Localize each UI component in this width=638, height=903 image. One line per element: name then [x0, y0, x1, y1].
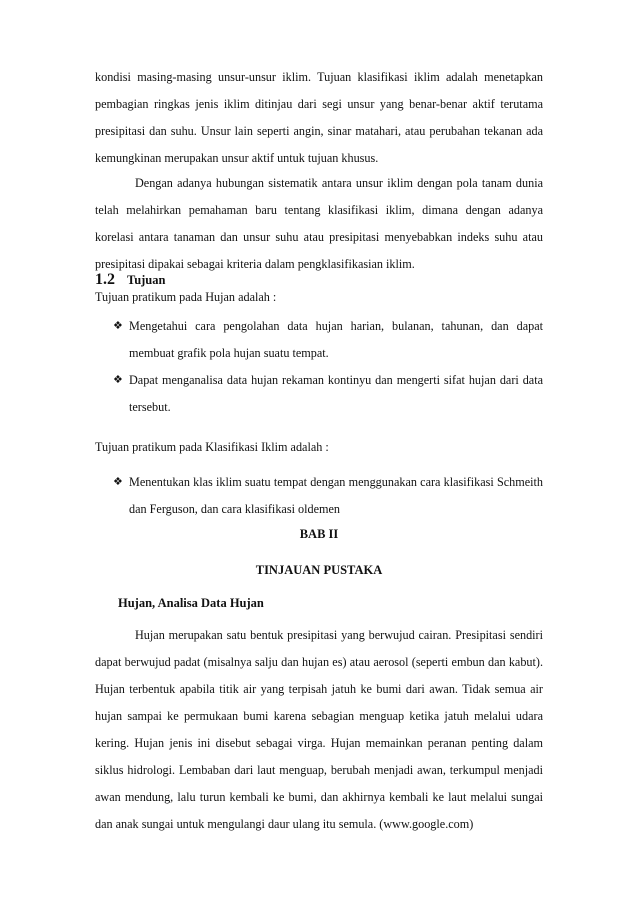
hujan-bullet-list: [113, 313, 543, 421]
chapter-title: TINJAUAN PUSTAKA: [255, 563, 383, 577]
subsection-title: Hujan, Analisa Data Hujan: [118, 596, 264, 610]
paragraph-pola-tanam: Dengan adanya hubungan sistematik antara unsur iklim dengan pola tanam dunia telah melahirkan pemahaman baru tentang klasifikasi iklim, dimana dengan adanya korelasi antara tanaman dan unsur suhu atau presipitasi menyebabkan indeks suhu atau presipitasi dipakai sebagai kriteria dalam pengklasifikasian iklim.: [95, 176, 543, 271]
section-heading: [95, 271, 165, 289]
section-title: Tujuan: [127, 273, 166, 287]
klasifikasi-intro: Tujuan pratikum pada Klasifikasi Iklim adalah :: [95, 440, 329, 454]
list-item-text: Menentukan klas iklim suatu tempat dengan menggunakan cara klasifikasi Schmeith dan Ferguson, dan cara klasifikasi oldemen: [129, 475, 543, 516]
list-item-text: Mengetahui cara pengolahan data hujan harian, bulanan, tahunan, dan dapat membuat grafik pola hujan suatu tempat.: [129, 319, 543, 360]
paragraph-hujan-definisi: Hujan merupakan satu bentuk presipitasi yang berwujud cairan. Presipitasi sendiri dapat berwujud padat (misalnya salju dan hujan es) atau aerosol (seperti embun dan kabut). Hujan terbentuk apabila titik air yang terpisah jatuh ke bumi dari awan. Tidak semua air hujan sampai ke permukaan bumi karena sebagian menguap ketika jatuh melalui udara kering. Hujan jenis ini disebut sebagai virga. Hujan memainkan peranan penting dalam siklus hidrologi. Lembaban dari laut menguap, berubah menjadi awan, terkumpul menjadi awan mendung, lalu turun kembali ke bumi, dan akhirnya kembali ke laut melalui sungai dan anak sungai untuk mengulangi daur ulang itu semula. (www.google.com): [95, 628, 543, 831]
chapter-label: BAB II: [299, 527, 339, 541]
diamond-bullet-icon: ❖: [113, 320, 123, 332]
klasifikasi-bullet-list: [113, 469, 543, 523]
list-item: [113, 313, 543, 367]
hujan-intro: Tujuan pratikum pada Hujan adalah :: [95, 290, 277, 304]
section-number: 1.2: [95, 271, 115, 288]
list-item-text: Dapat menganalisa data hujan rekaman kontinyu dan mengerti sifat hujan dari data tersebut.: [129, 373, 543, 414]
diamond-bullet-icon: ❖: [113, 374, 123, 386]
diamond-bullet-icon: ❖: [113, 476, 123, 488]
list-item: [113, 469, 543, 523]
paragraph-klasifikasi-tujuan: kondisi masing-masing unsur-unsur iklim. Tujuan klasifikasi iklim adalah menetapkan pembagian ringkas jenis iklim ditinjau dari segi unsur yang benar-benar aktif terutama presipitasi dan suhu. Unsur lain seperti angin, sinar matahari, atau perubahan tekanan ada kemungkinan merupakan unsur aktif untuk tujuan khusus.: [95, 70, 543, 165]
list-item: [113, 367, 543, 421]
